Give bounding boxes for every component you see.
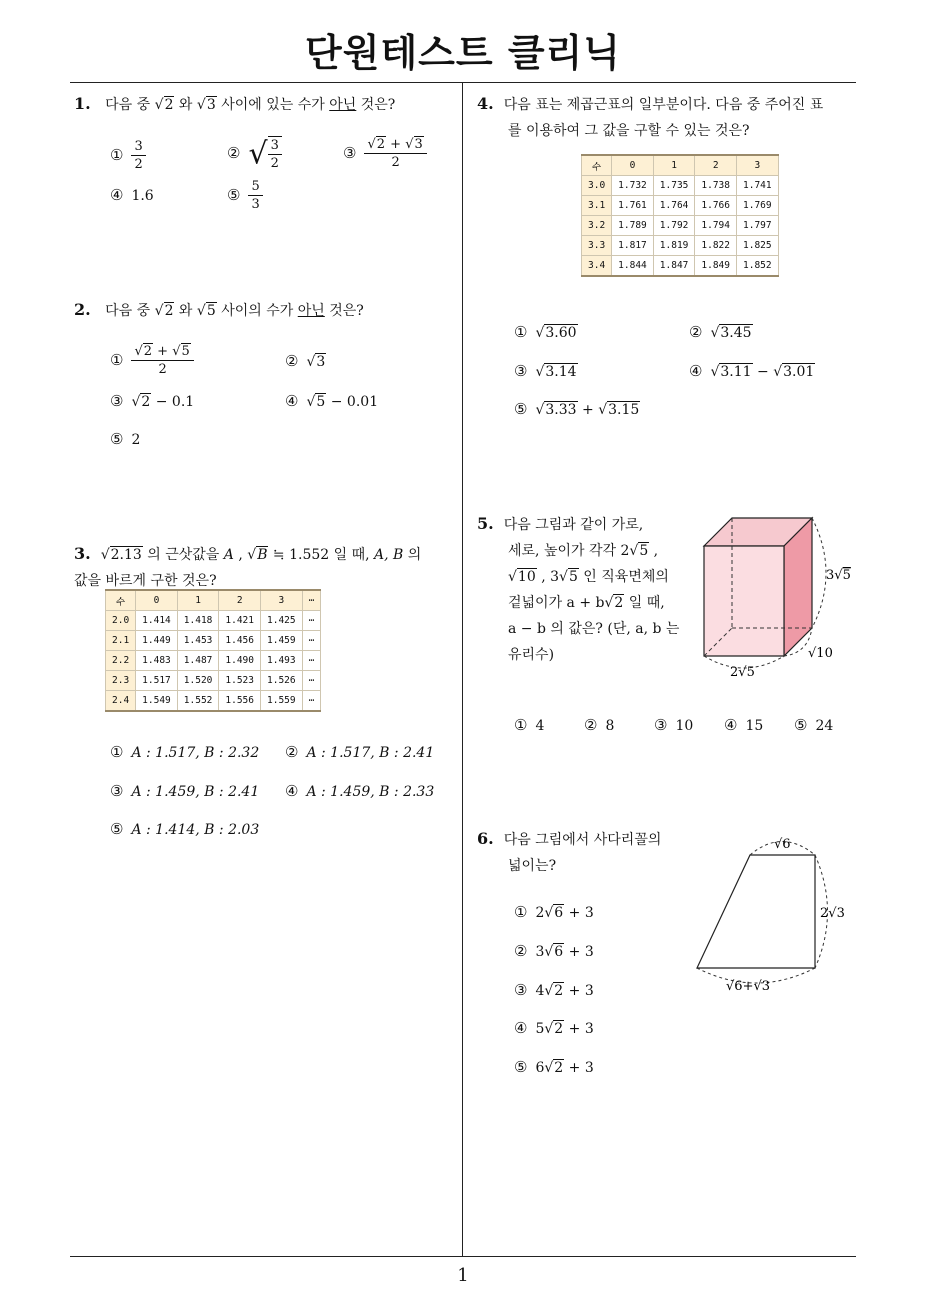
table-cell: 3 <box>261 590 303 611</box>
table-row <box>582 196 779 216</box>
table-row <box>582 236 779 256</box>
q4-option-3[interactable]: ③ √3.14 <box>514 362 577 380</box>
q3-option-5[interactable]: ⑤ A : 1.414, B : 2.03 <box>110 820 260 838</box>
q2-option-1[interactable]: ① $\frac{√2 + √5}{2}$ <box>110 343 194 378</box>
right-label: 2√3 <box>820 906 845 921</box>
table-cell: 1.764 <box>653 196 695 216</box>
q3-option-3[interactable]: ③ A : 1.459, B : 2.41 <box>110 782 260 800</box>
table-row <box>582 176 779 196</box>
q1-option-4[interactable]: ④ 1.6 <box>110 186 154 204</box>
table-row <box>582 256 779 277</box>
q1-option-3[interactable]: ③ $\frac{√2 + √3}{2}$ <box>343 136 427 171</box>
q5-option-1[interactable]: ① 4 <box>514 716 545 734</box>
table-cell: 1.456 <box>219 631 261 651</box>
table-cell: 1.844 <box>612 256 654 277</box>
table-cell: 1.556 <box>219 691 261 712</box>
table-cell: 1.825 <box>737 236 779 256</box>
table-row <box>106 631 321 651</box>
q5-option-5[interactable]: ⑤ 24 <box>794 716 834 734</box>
table-cell: 1.487 <box>177 651 219 671</box>
table-cell: 1.822 <box>695 236 737 256</box>
table-header-row <box>582 155 779 176</box>
q6-option-5[interactable]: ⑤ 6√2 + 3 <box>514 1058 594 1076</box>
table-cell: 1.817 <box>612 236 654 256</box>
table-cell: 0 <box>136 590 178 611</box>
table-cell: 수 <box>106 590 136 611</box>
table-cell: 0 <box>612 155 654 176</box>
question-number: 5. <box>477 514 494 533</box>
table-header-row <box>106 590 321 611</box>
q2-option-5[interactable]: ⑤ 2 <box>110 430 141 448</box>
question-number: 1. <box>74 94 91 113</box>
table-cell: 1.738 <box>695 176 737 196</box>
question-number: 6. <box>477 829 494 848</box>
table-cell: 1.523 <box>219 671 261 691</box>
q5-option-3[interactable]: ③ 10 <box>654 716 694 734</box>
top-label: √6 <box>774 837 791 852</box>
table-cell: 1 <box>177 590 219 611</box>
q4-option-4[interactable]: ④ √3.11 − √3.01 <box>689 362 815 380</box>
table-cell: 1.459 <box>261 631 303 651</box>
table-cell: 1.849 <box>695 256 737 277</box>
table-cell: 1.449 <box>136 631 178 651</box>
question-4: 4. 다음 표는 제곱근표의 일부분이다. 다음 중 주어진 표 를 이용하여 그 값을 구할 수 있는 것은? <box>477 94 824 139</box>
table-cell: 1 <box>653 155 695 176</box>
table-cell: 1.792 <box>653 216 695 236</box>
question-number: 3. <box>74 544 91 563</box>
bottom-label: √6+√3 <box>726 979 771 994</box>
table-cell: 1.769 <box>737 196 779 216</box>
table-cell: 1.761 <box>612 196 654 216</box>
q2-option-2[interactable]: ② √3 <box>285 352 326 370</box>
table-row <box>106 611 321 631</box>
table-cell: 2.3 <box>106 671 136 691</box>
q5-option-2[interactable]: ② 8 <box>584 716 615 734</box>
table-cell: ⋯ <box>302 651 321 671</box>
q5-option-4[interactable]: ④ 15 <box>724 716 764 734</box>
table-cell: 1.414 <box>136 611 178 631</box>
table-cell: 1.421 <box>219 611 261 631</box>
question-1: 1. 다음 중 √2 와 √3 사이에 있는 수가 아닌 것은? <box>74 94 396 113</box>
question-5: 5. 다음 그림과 같이 가로, 세로, 높이가 각각 2√5 , √10 , 3√5 인 직육면체의 겉넓이가 a + b√2 일 때, a − b 의 값은? (단, a, b 는 유리수) <box>477 514 680 663</box>
page-title: 단원테스트 클리닉 <box>305 31 621 75</box>
table-row <box>582 216 779 236</box>
table-cell: 1.766 <box>695 196 737 216</box>
question-3: 3. √2.13 의 근삿값을 A , √B ≒ 1.552 일 때, A, B 의 값을 바르게 구한 것은? <box>74 544 422 589</box>
question-6: 6. 다음 그림에서 사다리꼴의 넓이는? <box>477 829 662 874</box>
question-number: 4. <box>477 94 494 113</box>
table-cell: 1.741 <box>737 176 779 196</box>
q1-option-5[interactable]: ⑤ $\frac{5}{3}$ <box>227 178 263 213</box>
q3-option-4[interactable]: ④ A : 1.459, B : 2.33 <box>285 782 435 800</box>
table-cell: 1.549 <box>136 691 178 712</box>
q3-sqrt-table <box>105 589 321 712</box>
table-cell: 1.526 <box>261 671 303 691</box>
table-cell: 1.490 <box>219 651 261 671</box>
table-cell: 1.732 <box>612 176 654 196</box>
table-cell: 3.2 <box>582 216 612 236</box>
table-cell: 1.735 <box>653 176 695 196</box>
table-cell: 수 <box>582 155 612 176</box>
table-cell: 3.1 <box>582 196 612 216</box>
table-cell: 1.819 <box>653 236 695 256</box>
q2-option-3[interactable]: ③ √2 − 0.1 <box>110 392 195 410</box>
q3-option-2[interactable]: ② A : 1.517, B : 2.41 <box>285 743 435 761</box>
q6-option-3[interactable]: ③ 4√2 + 3 <box>514 981 594 999</box>
trapezoid-figure <box>690 830 865 1000</box>
table-cell: 1.425 <box>261 611 303 631</box>
table-row <box>106 671 321 691</box>
depth-label: √10 <box>808 646 833 661</box>
q2-option-4[interactable]: ④ √5 − 0.01 <box>285 392 379 410</box>
table-cell: 1.418 <box>177 611 219 631</box>
table-cell: 3.0 <box>582 176 612 196</box>
q6-option-4[interactable]: ④ 5√2 + 3 <box>514 1019 594 1037</box>
table-cell: 2 <box>219 590 261 611</box>
table-cell: 3.4 <box>582 256 612 277</box>
question-number: 2. <box>74 300 91 319</box>
page-number: 1 <box>457 1265 469 1286</box>
table-cell: 1.847 <box>653 256 695 277</box>
bottom-rule <box>70 1256 856 1257</box>
table-cell: ⋯ <box>302 611 321 631</box>
q3-option-1[interactable]: ① A : 1.517, B : 2.32 <box>110 743 260 761</box>
table-cell: 3 <box>737 155 779 176</box>
table-cell: 1.517 <box>136 671 178 691</box>
column-divider <box>462 82 463 1257</box>
table-cell: 1.483 <box>136 651 178 671</box>
table-cell: 2.4 <box>106 691 136 712</box>
table-cell: ⋯ <box>302 631 321 651</box>
q6-option-1[interactable]: ① 2√6 + 3 <box>514 903 594 921</box>
q6-option-2[interactable]: ② 3√6 + 3 <box>514 942 594 960</box>
q4-sqrt-table <box>581 154 779 277</box>
question-2: 2. 다음 중 √2 와 √5 사이의 수가 아닌 것은? <box>74 300 364 319</box>
q4-option-1[interactable]: ① √3.60 <box>514 323 577 341</box>
q1-option-1[interactable]: ① $\frac{3}{2}$ <box>110 138 146 173</box>
table-cell: 1.789 <box>612 216 654 236</box>
table-cell: 1.559 <box>261 691 303 712</box>
q4-option-2[interactable]: ② √3.45 <box>689 323 752 341</box>
table-cell: 1.493 <box>261 651 303 671</box>
table-cell: 2 <box>695 155 737 176</box>
table-cell: 1.852 <box>737 256 779 277</box>
cuboid-figure <box>690 508 865 683</box>
table-cell: ⋯ <box>302 671 321 691</box>
width-label: 2√5 <box>730 665 755 680</box>
table-cell: 2.2 <box>106 651 136 671</box>
table-row <box>106 651 321 671</box>
table-cell: 1.794 <box>695 216 737 236</box>
table-cell: 1.520 <box>177 671 219 691</box>
table-cell: 3.3 <box>582 236 612 256</box>
table-cell: 1.552 <box>177 691 219 712</box>
q4-option-5[interactable]: ⑤ √3.33 + √3.15 <box>514 400 640 418</box>
table-cell: ⋯ <box>302 691 321 712</box>
table-cell: 2.0 <box>106 611 136 631</box>
table-cell: 1.453 <box>177 631 219 651</box>
table-cell: ⋯ <box>302 590 321 611</box>
top-rule <box>70 82 856 83</box>
q1-option-2[interactable]: ② √ $\frac{3}{2}$ <box>227 136 282 172</box>
table-cell: 1.797 <box>737 216 779 236</box>
height-label: 3√5 <box>826 568 851 583</box>
table-cell: 2.1 <box>106 631 136 651</box>
table-row <box>106 691 321 712</box>
